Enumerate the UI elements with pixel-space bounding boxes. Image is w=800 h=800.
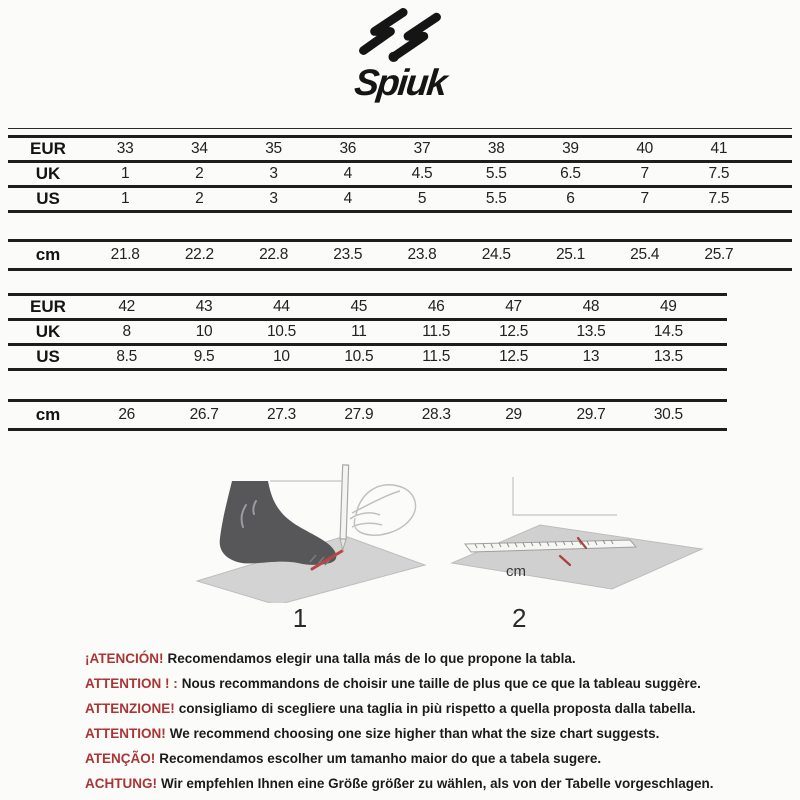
size-cell: 29.7 (576, 406, 606, 423)
size-cell: 41 (710, 140, 728, 157)
size-cell: 14.5 (653, 323, 683, 340)
size-cell: 9.5 (193, 348, 215, 365)
cm-row-small-sizes (8, 239, 792, 271)
measure-step-2-illustration (440, 453, 740, 634)
size-cell: 7.5 (708, 190, 730, 207)
size-cell: 43 (195, 298, 213, 315)
size-cell: 37 (413, 140, 431, 157)
size-cell: 30.5 (653, 406, 683, 423)
size-row-eur (8, 296, 727, 321)
size-cell: 26.7 (189, 406, 219, 423)
size-cell: 7 (640, 165, 649, 182)
size-cell: 38 (487, 140, 505, 157)
size-cell: 5.5 (485, 165, 507, 182)
ruler-unit-label: cm (506, 563, 526, 580)
warning-text: Nous recommandons de choisir une taille de plus que ce que la tableau suggère. (181, 676, 701, 691)
warning-label: ¡ATENCIÓN! (85, 651, 164, 666)
size-row-us (8, 346, 727, 371)
row-label: US (36, 347, 60, 366)
size-cell: 35 (265, 140, 282, 157)
row-label: cm (35, 405, 61, 424)
size-cell: 1 (120, 165, 130, 182)
size-cell: 11 (351, 323, 367, 340)
warning-label: ATTENZIONE! (85, 701, 175, 716)
size-cell: 39 (562, 140, 579, 157)
size-cell: 49 (659, 298, 677, 315)
size-cell: 36 (339, 140, 357, 157)
size-cell: 6.5 (560, 165, 581, 182)
size-cell: 34 (191, 140, 208, 157)
size-cell: 5 (417, 190, 427, 207)
size-cell: 13.5 (576, 323, 606, 340)
size-cell: 33 (116, 140, 134, 157)
size-cell: 25.1 (555, 246, 585, 263)
size-cell: 10.5 (266, 323, 296, 340)
size-cell: 47 (505, 298, 522, 315)
size-row-eur (8, 138, 792, 163)
multilingual-warnings (85, 646, 780, 796)
size-cell: 8.5 (116, 348, 138, 365)
size-table-large-sizes (8, 293, 727, 371)
size-cell: 4.5 (411, 165, 433, 182)
size-cell: 26 (118, 406, 136, 423)
warning-label: ATTENTION ! : (85, 676, 178, 691)
warning-text: We recommend choosing one size higher than what the size chart suggests. (169, 726, 660, 741)
size-cell: 44 (273, 298, 290, 315)
size-cell: 4 (343, 165, 352, 182)
warning-label: ACHTUNG! (85, 776, 157, 791)
row-label: cm (35, 245, 61, 264)
spiuk-logo-icon (320, 6, 480, 68)
size-cell: 40 (636, 140, 653, 157)
size-cell: 42 (118, 298, 136, 315)
size-cell: 7.5 (708, 165, 730, 182)
size-cell: 25.4 (630, 246, 660, 263)
size-cell: 6 (566, 190, 575, 207)
row-label: EUR (30, 297, 66, 316)
size-cell: 12.5 (499, 323, 529, 340)
cm-row (8, 402, 727, 428)
warning-label: ATENÇÃO! (85, 751, 156, 766)
size-cell: 22.8 (259, 246, 289, 263)
warning-line (85, 671, 780, 696)
size-cell: 48 (582, 298, 600, 315)
warning-text: Recomendamos elegir una talla más de lo que propone la tabla. (167, 651, 576, 666)
warning-text: consigliamo di scegliere una taglia in più rispetto a quella proposta dalla tabella. (178, 701, 696, 716)
size-cell: 27.9 (344, 406, 374, 423)
size-cell: 2 (195, 190, 204, 207)
size-cell: 10.5 (344, 348, 374, 365)
warning-line (85, 721, 780, 746)
brand-header (0, 0, 800, 106)
warning-label: ATTENTION! (85, 726, 166, 741)
size-cell: 7 (640, 190, 649, 207)
row-label: UK (35, 322, 61, 341)
size-cell: 23.5 (333, 246, 363, 263)
warning-text: Wir empfehlen Ihnen eine Größe größer zu wählen, als von der Tabelle vorgeschlagen. (161, 776, 714, 791)
size-cell: 24.5 (481, 246, 511, 263)
row-label: UK (35, 164, 61, 183)
step-1-number: 1 (292, 603, 308, 633)
size-cell: 46 (427, 298, 445, 315)
size-cell: 8 (122, 323, 131, 340)
size-cell: 29 (505, 406, 522, 423)
size-cell: 3 (269, 165, 278, 182)
size-cell: 11.5 (422, 323, 451, 340)
size-cell: 25.7 (704, 246, 734, 263)
size-cell: 45 (350, 298, 368, 315)
warning-line (85, 696, 780, 721)
step-2-number: 2 (512, 603, 527, 633)
size-cell: 5.5 (485, 190, 507, 207)
size-cell: 22.2 (184, 246, 214, 263)
size-row-uk (8, 163, 792, 188)
foot-measure-icon (160, 453, 440, 603)
size-cell: 13 (582, 348, 600, 365)
size-cell: 11.5 (422, 348, 451, 365)
ruler-measure-icon (440, 453, 740, 603)
spiuk-wordmark: Spiuk (352, 62, 448, 103)
size-cell: 28.3 (421, 406, 451, 423)
size-cell: 21.8 (110, 246, 140, 263)
warning-line (85, 771, 780, 796)
size-cell: 13.5 (653, 348, 683, 365)
cm-row (8, 242, 792, 268)
measure-step-1-illustration (160, 453, 440, 634)
size-row-us (8, 188, 792, 213)
cm-row-large-sizes (8, 399, 727, 431)
size-cell: 1 (120, 190, 130, 207)
size-cell: 27.3 (266, 406, 296, 423)
size-cell: 10 (195, 323, 213, 340)
size-cell: 12.5 (499, 348, 529, 365)
size-table-small-sizes (8, 128, 792, 213)
measuring-instructions (0, 453, 800, 634)
row-label: EUR (30, 139, 66, 158)
row-label: US (36, 189, 60, 208)
warning-line (85, 746, 780, 771)
size-cell: 2 (195, 165, 204, 182)
warning-line (85, 646, 780, 671)
size-row-uk (8, 321, 727, 346)
size-cell: 23.8 (407, 246, 437, 263)
warning-text: Recomendamos escolher um tamanho maior do que a tabela sugere. (159, 751, 602, 766)
size-cell: 4 (343, 190, 352, 207)
size-cell: 3 (269, 190, 278, 207)
size-cell: 10 (273, 348, 290, 365)
